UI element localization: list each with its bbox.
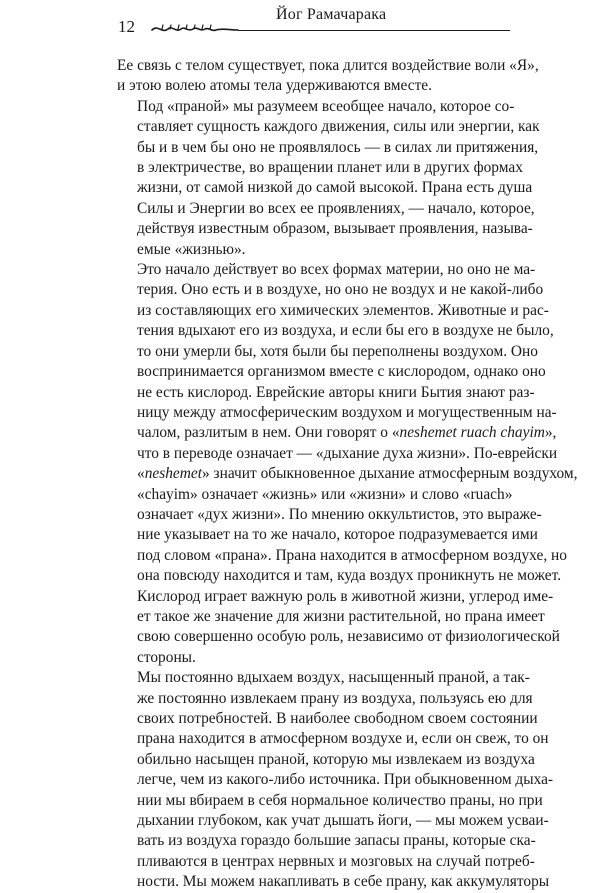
running-header [0,0,600,50]
text-line: Кислород играет важную роль в животной жизни, углерод име- [137,587,554,605]
text-line: воспринимается организмом вместе с кислородом, однако оно [137,363,546,381]
paragraph [117,668,554,892]
text-line: из составляющих его химических элементов. Животные и рас- [137,301,549,319]
text-line: Под «праной» мы разумеем всеобщее начало, которое со- [137,97,515,115]
text-line: она повсюду находится и там, куда воздух проникнуть не может. [137,567,562,585]
text-line: и этою волею атомы тела удерживаются вместе. [117,77,432,95]
text-line: легче, чем из какого-либо источника. При обыкновенном дыха- [137,771,554,789]
body-text [117,56,578,893]
text-line: действуя известным образом, вызывает проявления, называ- [137,220,533,238]
text-line: ставляет сущность каждого движения, силы или энергии, как [137,118,540,136]
text-line: что в переводе означает — «дыхание духа жизни». По-еврейски [137,444,558,462]
paragraph [117,97,540,260]
text-line: Силы и Энергии во всех ее проявлениях, — начало, которое, [137,199,535,217]
text-line: обильно насыщен праной, которую мы извлекаем из воздуха [137,750,535,768]
text-line: Это начало действует во всех формах материи, но оно не ма- [137,261,536,279]
text-line: «neshemet» значит обыкновенное дыхание атмосферным воздухом, [137,465,578,483]
text-line: стороны. [137,648,196,666]
paragraph [117,260,578,668]
text-line: то они умерли бы, хотя были бы переполнены воздухом. Оно [137,342,538,360]
text-line: в электричестве, во вращении планет или в других формах [137,159,523,177]
text-line: терия. Оно есть и в воздухе, но оно не воздух и не какой-либо [137,281,544,299]
text-line: Ее связь с телом существует, пока длится воздействие воли «Я», [117,57,539,74]
text-line: «chayim» означает «жизнь» или «жизни» и слово «ruach» [137,485,513,503]
text-line: пливаются в центрах нервных и мозговых на случай потреб- [137,852,535,870]
text-line: дыхании глубоком, как учат дышать йоги, — мы можем усваи- [137,812,549,830]
text-line: бы и в чем бы оно не проявлялось — в силах ли притяжения, [137,138,539,156]
text-line: тения вдыхают его из воздуха, и если бы его в воздухе не было, [137,322,554,340]
header-author: Йог Рамачарака [276,6,387,23]
text-line: Мы постоянно вдыхаем воздух, насыщенный праной, а так- [137,669,530,687]
text-line: ет такое же значение для жизни растительной, но прана имеет [137,607,545,625]
text-line: ние указывает на то же начало, которое подразумевается ими [137,526,538,544]
text-line: под словом «прана». Прана находится в атмосферном воздухе, но [137,546,567,564]
text-line: жизни, от самой низкой до самой высокой. Прана есть душа [137,179,533,197]
text-line: означает «дух жизни». По мнению оккультистов, это выраже- [137,505,542,523]
text-line: вать из воздуха гораздо большие запасы праны, которые ска- [137,832,536,850]
text-line: ности. Мы можем накапливать в себе прану, как аккумуляторы [137,873,550,891]
text-line: прана находится в атмосферном воздухе и, если он свеж, то он [137,730,549,748]
text-line: же постоянно извлекаем прану из воздуха, пользуясь ею для [137,689,533,707]
text-line: своих потребностей. В наиболее свободном своем состоянии [137,710,538,727]
paragraph [117,56,539,97]
page-number: 12 [118,17,135,36]
scroll-flourish-icon [150,22,240,36]
text-line: ницу между атмосферическим воздухом и могущественным на- [137,403,557,421]
text-line: не есть кислород. Еврейские авторы книги Бытия знают раз- [137,383,535,401]
text-line: нии мы вбираем в себя нормальное количество праны, но при [137,791,543,809]
header-rule [238,30,510,31]
text-line: чалом, разлитым в нем. Они говорят о «neshemet ruach chayim», [137,424,557,442]
text-line: свою совершенно особую роль, независимо от физиологической [137,628,560,646]
text-line: емые «жизнью». [137,240,246,258]
